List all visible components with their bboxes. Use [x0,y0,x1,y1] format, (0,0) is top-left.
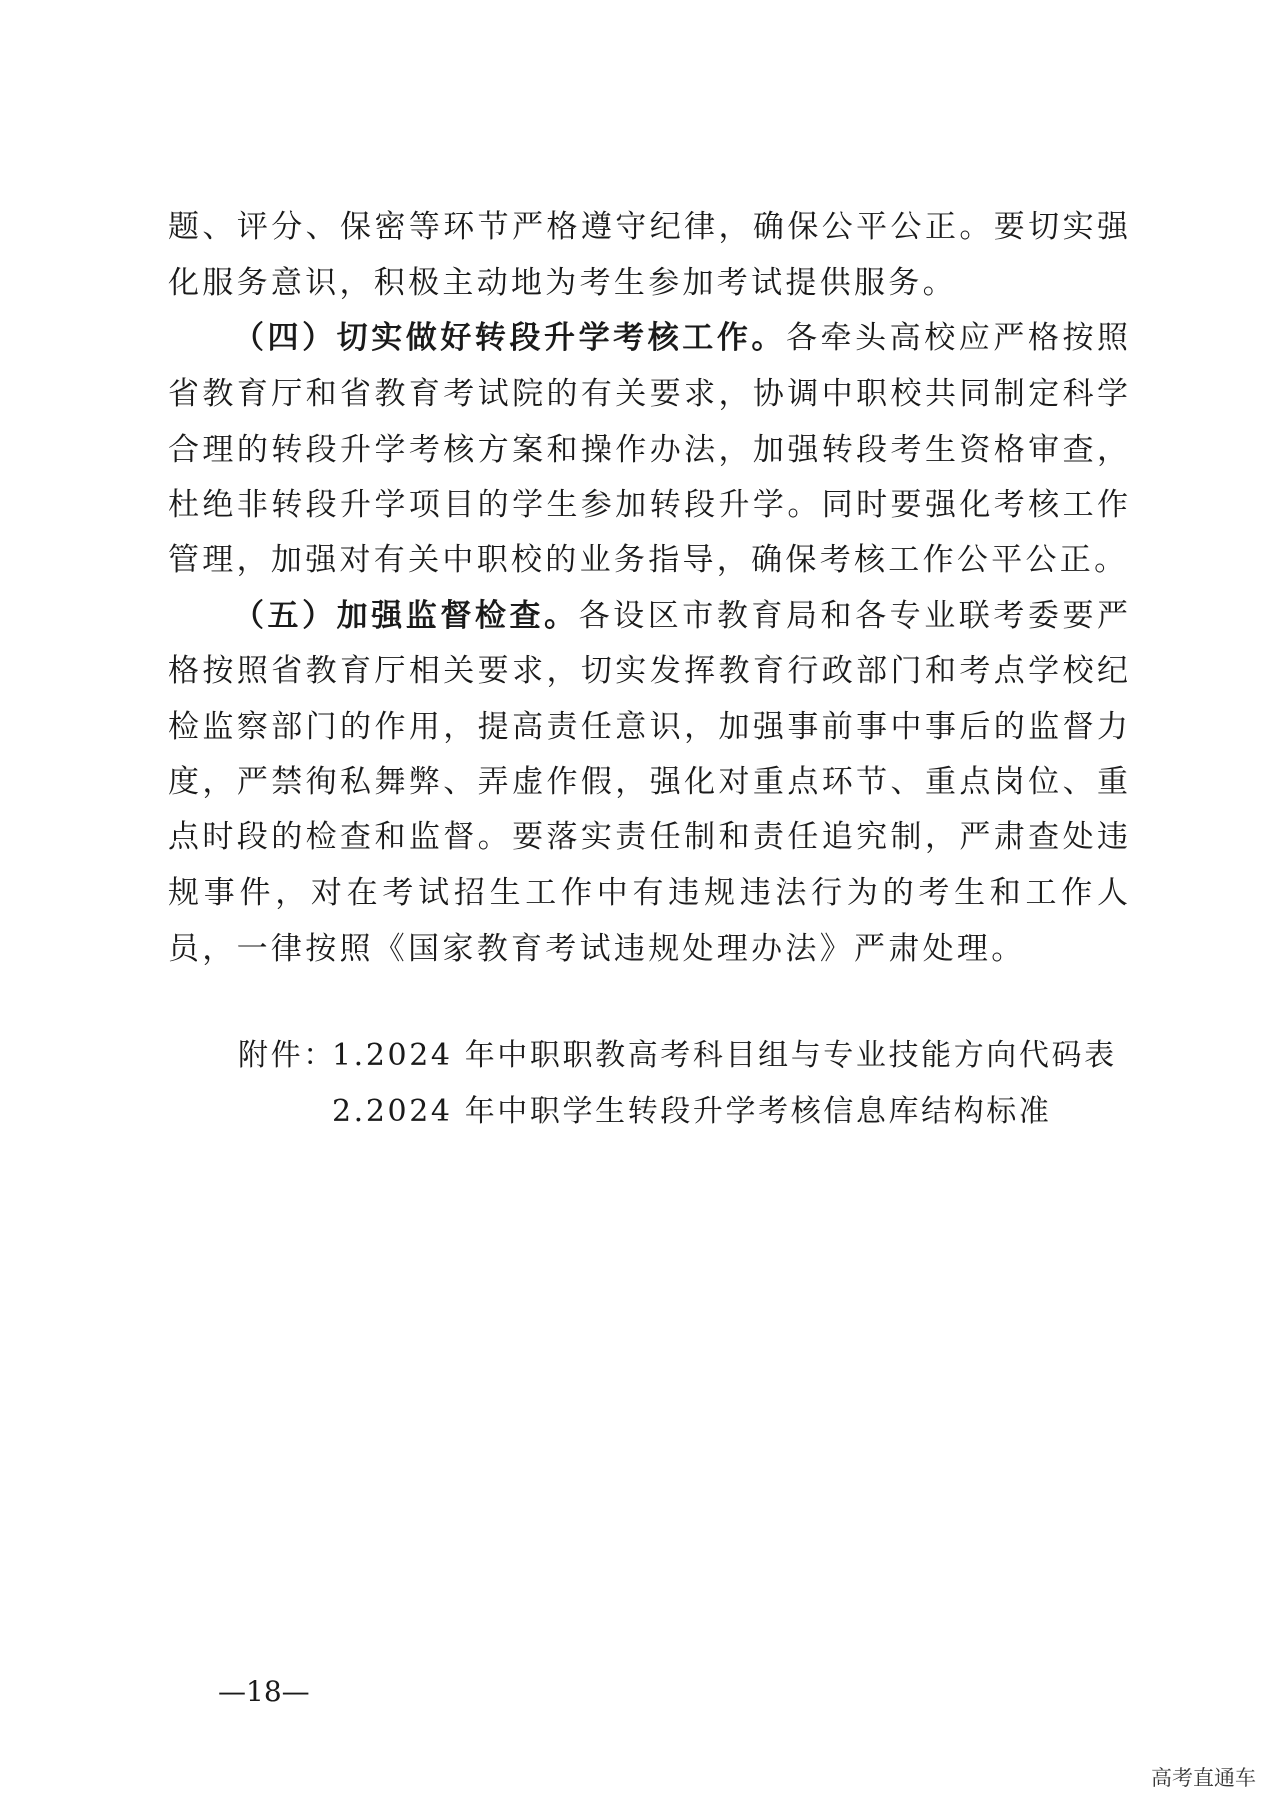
section-heading-5: （五）加强监督检查。 [233,598,579,634]
paragraph-3-line-4: 度，严禁徇私舞弊、弄虚作假，强化对重点环节、重点岗位、重 [168,764,1128,800]
paragraph-1-line-2: 化服务意识，积极主动地为考生参加考试提供服务。 [168,265,957,301]
paragraph-2-line-3: 合理的转段升学考核方案和操作办法，加强转段考生资格审查， [168,432,1128,468]
paragraph-3-line-3: 检监察部门的作用，提高责任意识，加强事前事中事后的监督力 [168,709,1128,745]
paragraph-2-line-1-text: 各牵头高校应严格按照 [785,320,1129,356]
section-heading-4: （四）切实做好转段升学考核工作。 [233,320,786,356]
attachment-label: 附件： [238,1038,336,1073]
attachment-item-2: 2.2024 年中职学生转段升学考核信息库结构标准 [332,1094,1052,1129]
watermark: 高考直通车 [1151,1766,1256,1790]
paragraph-2-line-1 [233,320,1129,356]
paragraph-1-line-1: 题、评分、保密等环节严格遵守纪律，确保公平公正。要切实强 [168,209,1128,245]
paragraph-3-line-1 [233,598,1129,634]
paragraph-2-line-4: 杜绝非转段升学项目的学生参加转段升学。同时要强化考核工作 [168,487,1128,523]
paragraph-3-line-2: 格按照省教育厅相关要求，切实发挥教育行政部门和考点学校纪 [168,653,1128,689]
paragraph-3-line-6: 规事件，对在考试招生工作中有违规违法行为的考生和工作人 [168,875,1128,911]
paragraph-3-line-5: 点时段的检查和监督。要落实责任制和责任追究制，严肃查处违 [168,819,1128,855]
paragraph-3-line-7: 员，一律按照《国家教育考试违规处理办法》严肃处理。 [168,931,1026,967]
page-number: —18— [218,1675,310,1708]
paragraph-2-line-2: 省教育厅和省教育考试院的有关要求，协调中职校共同制定科学 [168,376,1128,412]
paragraph-2-line-5: 管理，加强对有关中职校的业务指导，确保考核工作公平公正。 [168,542,1129,578]
attachment-item-1: 1.2024 年中职职教高考科目组与专业技能方向代码表 [332,1038,1117,1073]
paragraph-3-line-1-text: 各设区市教育局和各专业联考委要严 [578,598,1129,634]
